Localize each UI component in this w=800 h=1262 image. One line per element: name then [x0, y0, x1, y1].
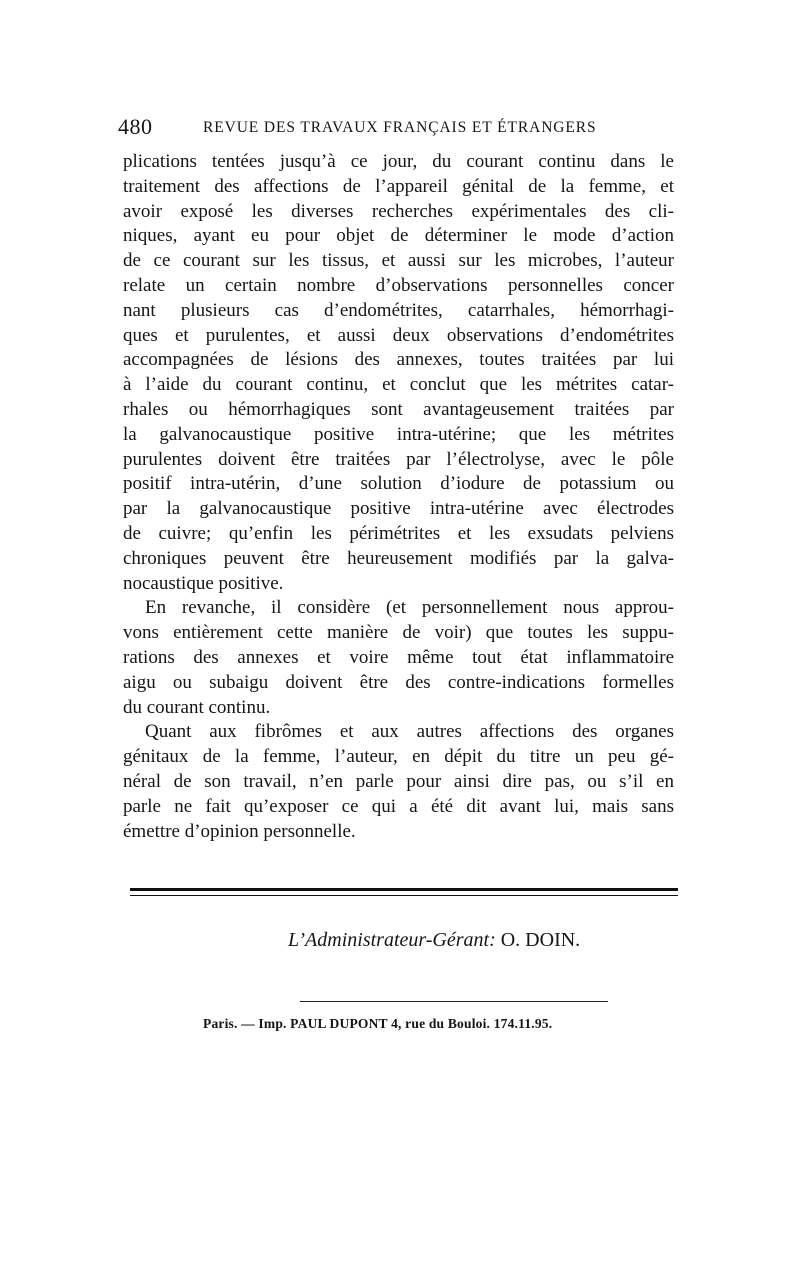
- journal-title: REVUE DES TRAVAUX FRANÇAIS ET ÉTRANGERS: [203, 119, 597, 136]
- text-line: émettre d’opinion personnelle.: [123, 820, 356, 842]
- text-line: En revanche, il considère (et personnellement nous approu-: [145, 597, 674, 619]
- text-line: purulentes doivent être traitées par l’électrolyse, avec le pôle: [123, 448, 674, 470]
- text-line: avoir exposé les diverses recherches expérimentales des cli-: [123, 200, 674, 222]
- text-line: aigu ou subaigu doivent être des contre-indications formelles: [123, 671, 674, 693]
- printer-imprint: Paris. — Imp. PAUL DUPONT 4, rue du Bouloi. 174.11.95.: [203, 1016, 553, 1031]
- signature-name: O. DOIN.: [500, 929, 581, 951]
- imprint-divider: [300, 1001, 608, 1002]
- text-line: du courant continu.: [123, 696, 271, 718]
- section-divider-heavy: [130, 888, 678, 891]
- text-line: rations des annexes et voire même tout état inflammatoire: [123, 646, 674, 668]
- text-line: à l’aide du courant continu, et conclut que les métrites catar-: [123, 374, 674, 396]
- text-line: rhales ou hémorrhagiques sont avantageusement traitées par: [123, 398, 674, 420]
- text-line: la galvanocaustique positive intra-utérine; que les métrites: [123, 423, 674, 445]
- text-line: plications tentées jusqu’à ce jour, du courant continu dans le: [123, 151, 674, 172]
- text-line: de ce courant sur les tissus, et aussi sur les microbes, l’auteur: [123, 250, 674, 272]
- signature-role: L’Administrateur-Gérant:: [288, 929, 496, 951]
- text-line: de cuivre; qu’enfin les périmétrites et les exsudats pelviens: [123, 522, 674, 544]
- paragraph-3: [123, 720, 674, 844]
- text-line: ques et purulentes, et aussi deux observations d’endométrites: [123, 324, 674, 346]
- text-line: nocaustique positive.: [123, 572, 284, 594]
- text-line: chroniques peuvent être heureusement modifiés par la galva-: [123, 547, 674, 569]
- page-number: 480: [118, 114, 153, 139]
- text-line: par la galvanocaustique positive intra-utérine avec électrodes: [123, 498, 674, 520]
- text-line: néral de son travail, n’en parle pour ainsi dire pas, ou s’il en: [123, 770, 674, 792]
- text-line: vons entièrement cette manière de voir) que toutes les suppu-: [123, 622, 674, 644]
- text-line: nant plusieurs cas d’endométrites, catarrhales, hémorrhagi-: [123, 299, 674, 321]
- paragraph-2: [123, 596, 674, 720]
- running-head: [118, 114, 678, 144]
- text-line: Quant aux fibrômes et aux autres affections des organes: [145, 721, 674, 743]
- article-text: [123, 150, 674, 844]
- text-line: génitaux de la femme, l’auteur, en dépit du titre un peu gé-: [123, 746, 674, 768]
- paragraph-1: [123, 150, 674, 596]
- text-line: accompagnées de lésions des annexes, toutes traitées par lui: [123, 349, 674, 371]
- text-line: traitement des affections de l’appareil génital de la femme, et: [123, 175, 674, 197]
- section-divider-light: [130, 895, 678, 896]
- text-line: positif intra-utérin, d’une solution d’iodure de potassium ou: [123, 473, 674, 495]
- text-line: niques, ayant eu pour objet de déterminer le mode d’action: [123, 225, 674, 247]
- signature-line: [288, 928, 580, 952]
- text-line: parle ne fait qu’exposer ce qui a été dit avant lui, mais sans: [123, 795, 674, 817]
- text-line: relate un certain nombre d’observations personnelles concer: [123, 274, 674, 296]
